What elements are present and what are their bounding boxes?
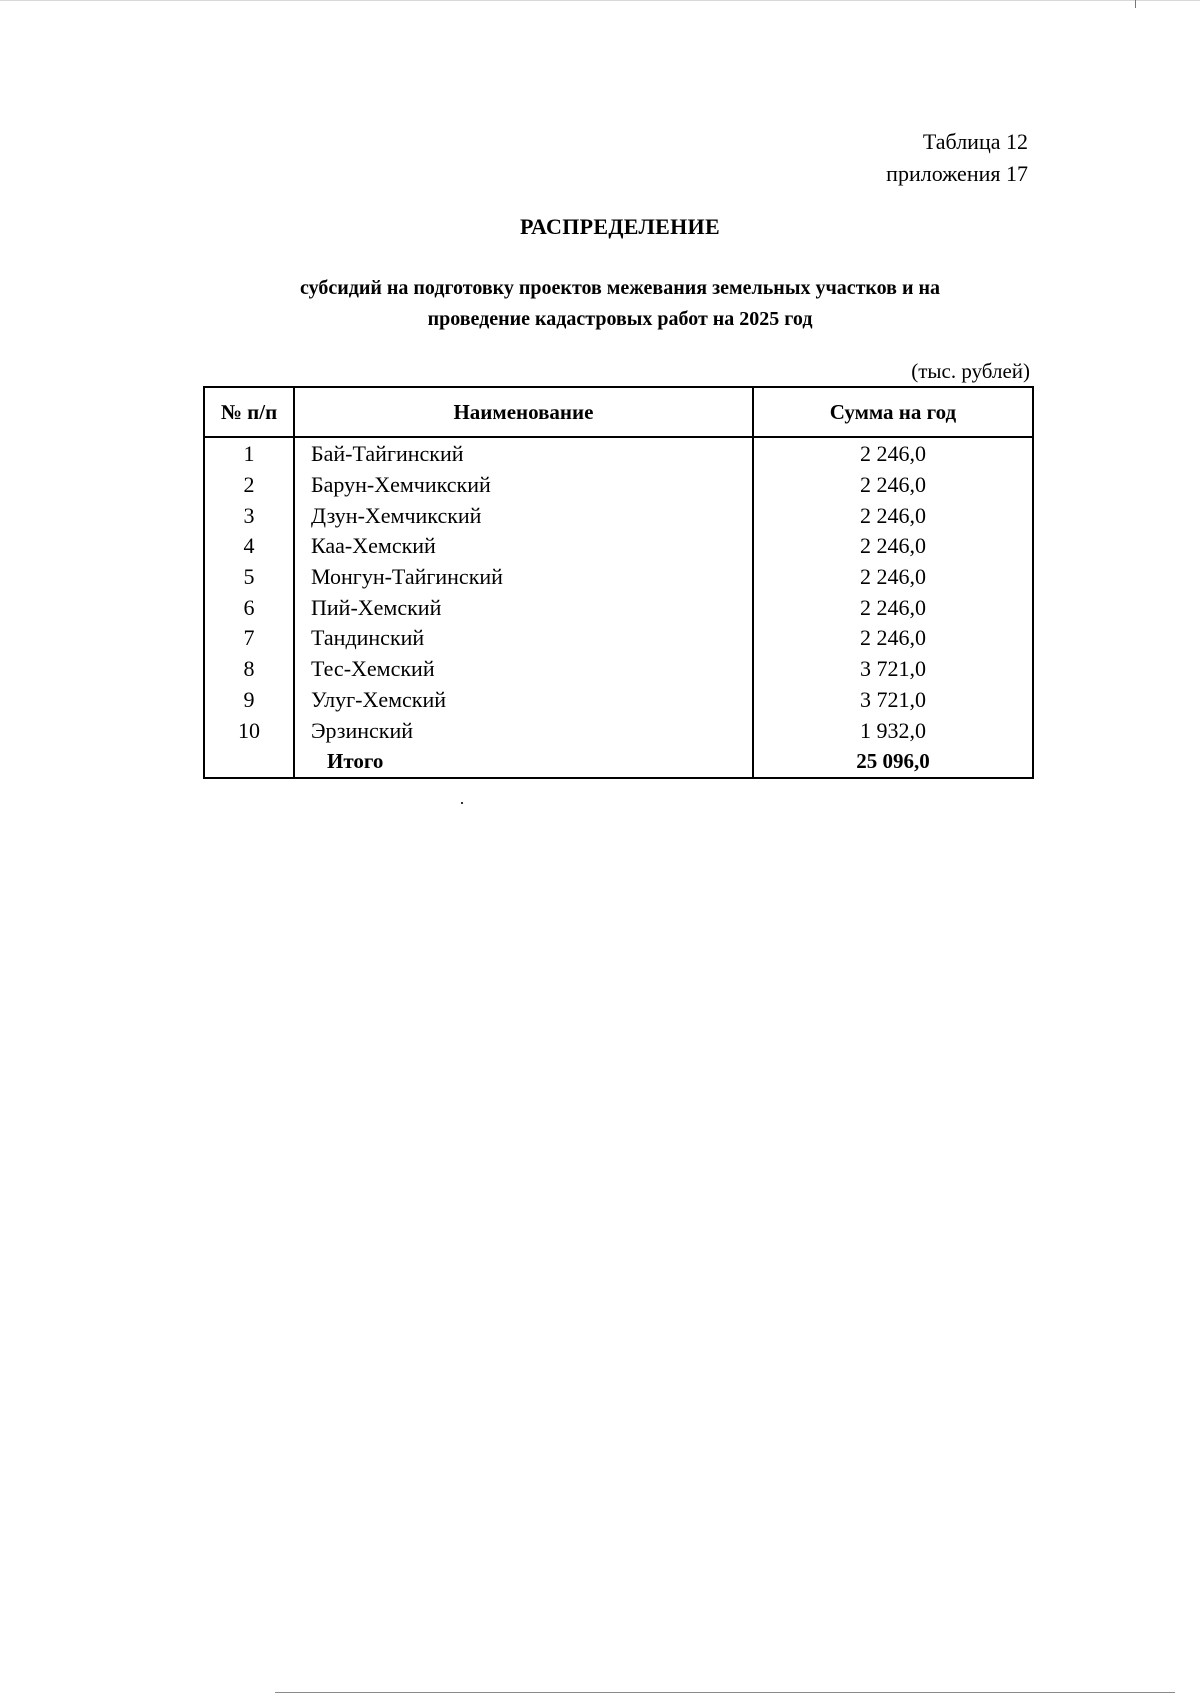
row-num: 9 — [204, 685, 294, 716]
row-name: Эрзинский — [294, 715, 753, 746]
scan-edge-bottom — [275, 1692, 1175, 1693]
table-body — [204, 437, 1033, 778]
row-num: 3 — [204, 500, 294, 531]
row-num: 5 — [204, 562, 294, 593]
table-row — [204, 592, 1033, 623]
units-label: (тыс. рублей) — [911, 359, 1030, 383]
row-num: 1 — [204, 437, 294, 470]
row-name: Пий-Хемский — [294, 592, 753, 623]
table-row — [204, 685, 1033, 716]
table-row — [204, 623, 1033, 654]
table-row — [204, 437, 1033, 470]
row-sum: 2 246,0 — [753, 623, 1033, 654]
header-num: № п/п — [204, 387, 294, 437]
table-row — [204, 562, 1033, 593]
row-num: 8 — [204, 654, 294, 685]
table-header-row — [204, 387, 1033, 437]
row-num: 6 — [204, 592, 294, 623]
row-name: Бай-Тайгинский — [294, 437, 753, 470]
table-row — [204, 715, 1033, 746]
row-num: 2 — [204, 470, 294, 501]
table-row — [204, 654, 1033, 685]
row-sum: 2 246,0 — [753, 437, 1033, 470]
row-sum: 3 721,0 — [753, 685, 1033, 716]
row-sum: 3 721,0 — [753, 654, 1033, 685]
row-sum: 2 246,0 — [753, 562, 1033, 593]
row-name: Тандинский — [294, 623, 753, 654]
total-sum: 25 096,0 — [753, 746, 1033, 778]
total-label: Итого — [294, 746, 753, 778]
total-num — [204, 746, 294, 778]
table-row — [204, 470, 1033, 501]
scan-edge-top — [0, 0, 1200, 1]
row-name: Улуг-Хемский — [294, 685, 753, 716]
row-sum: 1 932,0 — [753, 715, 1033, 746]
subtitle-line-1: субсидий на подготовку проектов межевания земельных участков и на — [299, 277, 941, 299]
row-sum: 2 246,0 — [753, 592, 1033, 623]
row-sum: 2 246,0 — [753, 470, 1033, 501]
row-name: Монгун-Тайгинский — [294, 562, 753, 593]
table-row — [204, 500, 1033, 531]
row-sum: 2 246,0 — [753, 531, 1033, 562]
subtitle-line-2: проведение кадастровых работ на 2025 год — [427, 308, 813, 330]
row-num: 10 — [204, 715, 294, 746]
row-sum: 2 246,0 — [753, 500, 1033, 531]
scan-speck — [461, 802, 463, 804]
document-title: РАСПРЕДЕЛЕНИЕ — [520, 214, 720, 239]
row-name: Барун-Хемчикский — [294, 470, 753, 501]
distribution-table — [203, 386, 1034, 779]
row-name: Дзун-Хемчикский — [294, 500, 753, 531]
table-row — [204, 531, 1033, 562]
row-name: Каа-Хемский — [294, 531, 753, 562]
row-num: 7 — [204, 623, 294, 654]
scan-mark — [1135, 0, 1136, 8]
total-row — [204, 746, 1033, 778]
document-subtitle — [200, 273, 1040, 335]
row-num: 4 — [204, 531, 294, 562]
appendix-number: приложения 17 — [886, 161, 1028, 186]
header-name: Наименование — [294, 387, 753, 437]
table-reference — [886, 126, 1028, 190]
row-name: Тес-Хемский — [294, 654, 753, 685]
header-sum: Сумма на год — [753, 387, 1033, 437]
table-number: Таблица 12 — [922, 129, 1028, 154]
